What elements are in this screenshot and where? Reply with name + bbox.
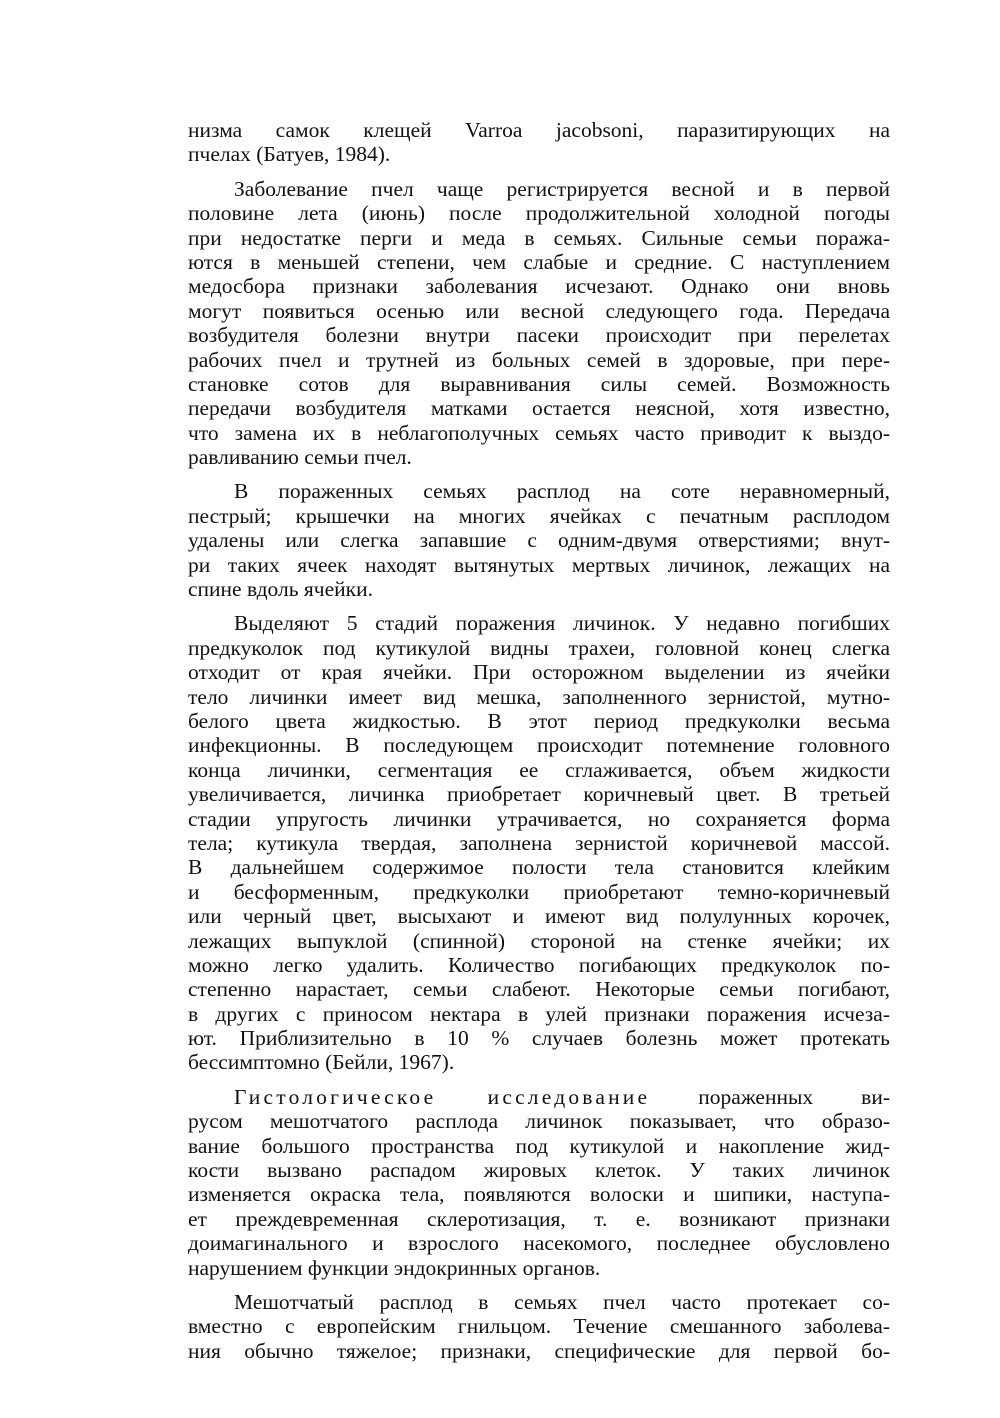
- text-line: низма самок клещей Varroa jacobsoni, паразитирующих на: [188, 118, 890, 142]
- text-line: увеличивается, личинка приобретает коричневый цвет. В третьей: [188, 782, 890, 807]
- text-line: ния обычно тяжелое; признаки, специфические для первой бо-: [188, 1338, 890, 1363]
- text-line: могут появиться осенью или весной следующего года. Передача: [188, 298, 890, 323]
- text-line: вместно с европейским гнильцом. Течение смешанного заболева-: [188, 1314, 890, 1339]
- text-line: при недостатке перги и меда в семьях. Сильные семьи поража-: [188, 225, 890, 250]
- text-line: пчелах (Батуев, 1984).: [188, 142, 391, 167]
- text-line: изменяется окраска тела, появляются волоски и шипики, наступа-: [188, 1182, 890, 1207]
- text-line: удалены или слегка запавшие с одним-двумя отверстиями; внут-: [188, 528, 890, 553]
- text-line: половине лета (июнь) после продолжительной холодной погоды: [188, 201, 890, 226]
- text-line: нарушением функции эндокринных органов.: [188, 1255, 601, 1280]
- text-line: ются в меньшей степени, чем слабые и средние. С наступлением: [188, 249, 890, 274]
- text-line: отходит от края ячейки. При осторожном выделении из ячейки: [188, 660, 890, 685]
- text-line: лежащих выпуклой (спинной) стороной на стенке ячейки; их: [188, 928, 890, 953]
- text-line: передачи возбудителя матками остается неясной, хотя известно,: [188, 396, 890, 421]
- text-line: спине вдоль ячейки.: [188, 577, 373, 602]
- text-line: или черный цвет, высыхают и имеют вид полулунных корочек,: [188, 904, 890, 929]
- text-line: В дальнейшем содержимое полости тела становится клейким: [188, 855, 890, 880]
- text-line: стадии упругость личинки утрачивается, но сохраняется форма: [188, 806, 890, 831]
- text-line: инфекционны. В последующем происходит потемнение головного: [188, 733, 890, 758]
- text-line: становке сотов для выравнивания силы семей. Возможность: [188, 371, 890, 396]
- text-line: тело личинки имеет вид мешка, заполненного зернистой, мутно-: [188, 684, 890, 709]
- text-line: степенно нарастает, семьи слабеют. Некоторые семьи погибают,: [188, 977, 890, 1002]
- text-line: вание большого пространства под кутикулой и накопление жид-: [188, 1133, 890, 1158]
- text-line: равливанию семьи пчел.: [188, 445, 412, 470]
- text-line: возбудителя болезни внутри пасеки происходит при перелетах: [188, 323, 890, 348]
- text-line: ют. Приблизительно в 10 % случаев болезнь может протекать: [188, 1026, 890, 1051]
- text-line: что замена их в неблагополучных семьях часто приводит к выздо-: [188, 420, 890, 445]
- paragraph: [188, 479, 890, 601]
- text-line: в других с приносом нектара в улей признаки поражения исчеза-: [188, 1001, 890, 1026]
- document-page: [188, 118, 890, 1363]
- text-line: русом мешотчатого расплода личинок показывает, что образо-: [188, 1109, 890, 1134]
- text-line: можно легко удалить. Количество погибающих предкуколок по-: [188, 952, 890, 977]
- paragraph: [188, 118, 890, 167]
- lead-line-rest: пораженных ви-: [650, 1084, 890, 1109]
- text-line: рабочих пчел и трутней из больных семей в здоровые, при пере-: [188, 347, 890, 372]
- text-line: В пораженных семьях расплод на соте неравномерный,: [234, 479, 890, 504]
- paragraph: [188, 1290, 890, 1363]
- text-line: ет преждевременная склеротизация, т. е. возникают признаки: [188, 1206, 890, 1231]
- text-line: Мешотчатый расплод в семьях пчел часто протекает со-: [234, 1289, 890, 1314]
- text-line: ри таких ячеек находят вытянутых мертвых личинок, лежащих на: [188, 552, 890, 577]
- text-line: и бесформенным, предкуколки приобретают темно-коричневый: [188, 879, 890, 904]
- paragraph: [188, 611, 890, 1074]
- text-line: Выделяют 5 стадий поражения личинок. У недавно погибших: [234, 611, 890, 636]
- text-line: тела; кутикула твердая, заполнена зернистой коричневой массой.: [188, 830, 890, 855]
- spaced-lead-text: Гистологическое исследование: [234, 1084, 651, 1109]
- text-line: пестрый; крышечки на многих ячейках с печатным расплодом: [188, 503, 890, 528]
- text-line: конца личинки, сегментация ее сглаживается, объем жидкости: [188, 757, 890, 782]
- paragraph: [188, 1085, 890, 1280]
- text-line: медосбора признаки заболевания исчезают. Однако они вновь: [188, 274, 890, 299]
- text-line: белого цвета жидкостью. В этот период предкуколки весьма: [188, 708, 890, 733]
- text-line: [188, 1085, 890, 1109]
- text-line: доимагинального и взрослого насекомого, последнее обусловлено: [188, 1231, 890, 1256]
- text-line: Заболевание пчел чаще регистрируется весной и в первой: [234, 176, 890, 201]
- paragraph: [188, 177, 890, 470]
- text-line: кости вызвано распадом жировых клеток. У таких личинок: [188, 1158, 890, 1183]
- text-line: предкуколок под кутикулой видны трахеи, головной конец слегка: [188, 635, 890, 660]
- text-line: бессимптомно (Бейли, 1967).: [188, 1050, 455, 1075]
